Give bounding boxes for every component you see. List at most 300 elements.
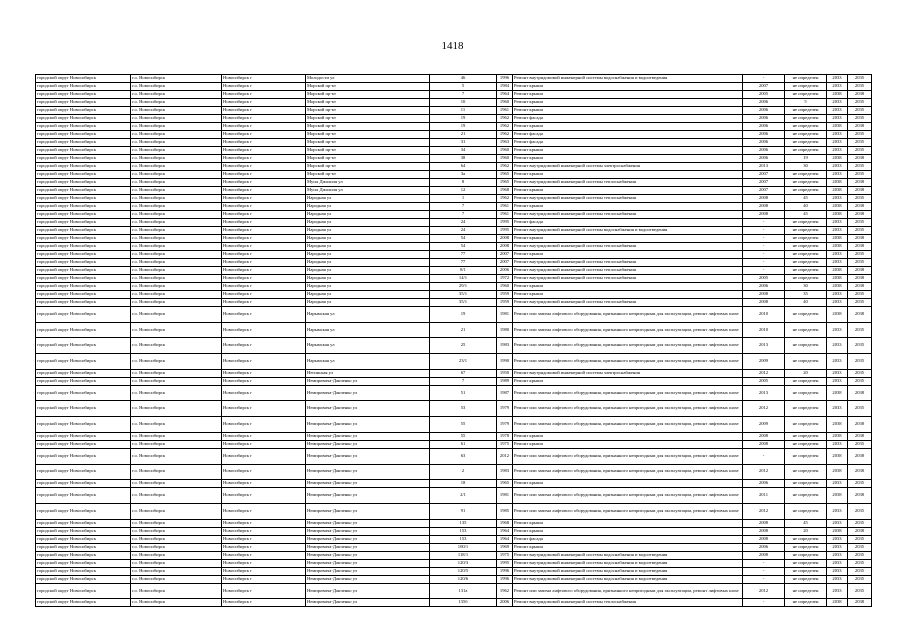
cell-locality: Новосибирск г <box>222 464 306 480</box>
cell-locality: Новосибирск г <box>222 432 306 440</box>
cell-district: городской округ Новосибирск <box>36 91 131 99</box>
cell-plan_to: 2038 <box>848 275 872 283</box>
cell-street: Немировича-Данченко ул <box>306 527 430 535</box>
cell-house: 153 <box>430 527 497 535</box>
cell-year: 1960 <box>497 147 513 155</box>
cell-work: Ремонт крыши <box>513 203 743 211</box>
table-row <box>36 519 872 527</box>
table-row <box>36 75 872 83</box>
cell-locality: Новосибирск г <box>222 369 306 377</box>
cell-plan_to: 2035 <box>848 401 872 417</box>
cell-plan_from: 2033 <box>827 107 848 115</box>
cell-year_to: не определен <box>785 219 827 227</box>
cell-year_from: - <box>743 575 785 583</box>
cell-work: Ремонт или замена лифтового оборудования, признанного непригодным для эксплуатации, ремонт лифтовых шахт <box>513 307 743 323</box>
cell-house: 7 <box>430 211 497 219</box>
cell-year_to: 20 <box>785 369 827 377</box>
cell-work: Ремонт внутридомовой инженерной системы электроснабжения <box>513 369 743 377</box>
table-row <box>36 307 872 323</box>
cell-street: Морской пр-кт <box>306 83 430 91</box>
cell-plan_from: 2038 <box>827 527 848 535</box>
cell-plan_from: 2033 <box>827 163 848 171</box>
cell-street: Народная ул <box>306 259 430 267</box>
table-row <box>36 251 872 259</box>
cell-year: 1985 <box>497 503 513 519</box>
cell-year_to: не определен <box>785 322 827 338</box>
cell-locality: Новосибирск г <box>222 91 306 99</box>
cell-year: 1995 <box>497 227 513 235</box>
cell-year: 1961 <box>497 107 513 115</box>
cell-settlement: г.о. Новосибирск <box>131 322 222 338</box>
cell-plan_from: 2038 <box>827 307 848 323</box>
cell-year_from: 2013 <box>743 338 785 354</box>
cell-work: Ремонт внутридомовой инженерной системы теплоснабжения <box>513 259 743 267</box>
cell-year: 2007 <box>497 251 513 259</box>
cell-work: Ремонт или замена лифтового оборудования, признанного непригодным для эксплуатации, ремонт лифтовых шахт <box>513 448 743 464</box>
cell-house: 35/1 <box>430 291 497 299</box>
table-row <box>36 567 872 575</box>
cell-year_to: не определен <box>785 567 827 575</box>
cell-locality: Новосибирск г <box>222 243 306 251</box>
cell-year_from: 2008 <box>743 440 785 448</box>
cell-district: городской округ Новосибирск <box>36 385 131 401</box>
cell-work: Ремонт крыши <box>513 519 743 527</box>
cell-year: 1965 <box>497 480 513 488</box>
cell-plan_to: 2035 <box>848 369 872 377</box>
cell-locality: Новосибирск г <box>222 283 306 291</box>
cell-plan_to: 2035 <box>848 139 872 147</box>
table-row <box>36 155 872 163</box>
cell-plan_to: 2035 <box>848 83 872 91</box>
cell-locality: Новосибирск г <box>222 488 306 504</box>
cell-year_from: 2006 <box>743 123 785 131</box>
cell-settlement: г.о. Новосибирск <box>131 179 222 187</box>
cell-year_to: не определен <box>785 83 827 91</box>
cell-house: 54 <box>430 235 497 243</box>
cell-year_to: не определен <box>785 559 827 567</box>
cell-year_from: 2010 <box>743 307 785 323</box>
cell-locality: Новосибирск г <box>222 139 306 147</box>
cell-locality: Новосибирск г <box>222 377 306 385</box>
cell-plan_from: 2033 <box>827 519 848 527</box>
cell-district: городской округ Новосибирск <box>36 283 131 291</box>
cell-plan_from: 2038 <box>827 187 848 195</box>
cell-year_from: 2006 <box>743 131 785 139</box>
cell-year_from: - <box>743 448 785 464</box>
cell-year: 1965 <box>497 179 513 187</box>
cell-district: городской округ Новосибирск <box>36 275 131 283</box>
cell-year: 1960 <box>497 99 513 107</box>
table-row <box>36 527 872 535</box>
cell-year_from: 2007 <box>743 187 785 195</box>
cell-year_to: не определен <box>785 551 827 559</box>
cell-settlement: г.о. Новосибирск <box>131 551 222 559</box>
cell-district: городской округ Новосибирск <box>36 251 131 259</box>
cell-locality: Новосибирск г <box>222 535 306 543</box>
cell-district: городской округ Новосибирск <box>36 559 131 567</box>
cell-plan_to: 2038 <box>848 464 872 480</box>
cell-settlement: г.о. Новосибирск <box>131 369 222 377</box>
cell-year_from: 2007 <box>743 179 785 187</box>
cell-plan_to: 2035 <box>848 299 872 307</box>
cell-year: 2008 <box>497 243 513 251</box>
cell-street: Немировича-Данченко ул <box>306 440 430 448</box>
cell-work: Ремонт или замена лифтового оборудования, признанного непригодным для эксплуатации, ремонт лифтовых шахт <box>513 338 743 354</box>
cell-plan_from: 2033 <box>827 567 848 575</box>
cell-street: Нарымская ул <box>306 322 430 338</box>
cell-year_to: не определен <box>785 599 827 607</box>
cell-house: 1 <box>430 195 497 203</box>
cell-locality: Новосибирск г <box>222 503 306 519</box>
cell-locality: Новосибирск г <box>222 599 306 607</box>
cell-year_to: не определен <box>785 259 827 267</box>
cell-district: городской округ Новосибирск <box>36 139 131 147</box>
cell-plan_to: 2038 <box>848 283 872 291</box>
table-row <box>36 91 872 99</box>
cell-district: городской округ Новосибирск <box>36 259 131 267</box>
cell-house: 135б <box>430 599 497 607</box>
cell-locality: Новосибирск г <box>222 338 306 354</box>
cell-work: Ремонт фасада <box>513 535 743 543</box>
cell-settlement: г.о. Новосибирск <box>131 527 222 535</box>
cell-settlement: г.о. Новосибирск <box>131 147 222 155</box>
cell-plan_to: 2035 <box>848 551 872 559</box>
cell-street: Морской пр-кт <box>306 171 430 179</box>
cell-settlement: г.о. Новосибирск <box>131 448 222 464</box>
cell-settlement: г.о. Новосибирск <box>131 401 222 417</box>
cell-locality: Новосибирск г <box>222 551 306 559</box>
cell-year_from: 2012 <box>743 401 785 417</box>
cell-street: Морской пр-кт <box>306 147 430 155</box>
cell-year_from: 2006 <box>743 155 785 163</box>
cell-year: 1979 <box>497 401 513 417</box>
cell-year: 1968 <box>497 187 513 195</box>
cell-street: Морской пр-кт <box>306 139 430 147</box>
cell-plan_from: 2033 <box>827 139 848 147</box>
cell-year_to: 45 <box>785 211 827 219</box>
table-row <box>36 488 872 504</box>
cell-work: Ремонт крыши <box>513 291 743 299</box>
table-row <box>36 338 872 354</box>
cell-street: Морской пр-кт <box>306 107 430 115</box>
cell-work: Ремонт или замена лифтового оборудования, признанного непригодным для эксплуатации, ремонт лифтовых шахт <box>513 583 743 599</box>
table-row <box>36 123 872 131</box>
cell-year: 1960 <box>497 155 513 163</box>
cell-locality: Новосибирск г <box>222 123 306 131</box>
cell-street: Немировича-Данченко ул <box>306 535 430 543</box>
cell-district: городской округ Новосибирск <box>36 527 131 535</box>
cell-year_from: - <box>743 267 785 275</box>
cell-work: Ремонт крыши <box>513 480 743 488</box>
cell-settlement: г.о. Новосибирск <box>131 535 222 543</box>
cell-work: Ремонт крыши <box>513 432 743 440</box>
cell-district: городской округ Новосибирск <box>36 567 131 575</box>
cell-settlement: г.о. Новосибирск <box>131 243 222 251</box>
cell-district: городской округ Новосибирск <box>36 432 131 440</box>
cell-plan_to: 2038 <box>848 203 872 211</box>
cell-work: Ремонт внутридомовой инженерной системы теплоснабжения <box>513 299 743 307</box>
cell-year_to: не определен <box>785 275 827 283</box>
cell-street: Немировича-Данченко ул <box>306 417 430 433</box>
cell-year_to: 5 <box>785 99 827 107</box>
cell-locality: Новосибирск г <box>222 385 306 401</box>
cell-year: 1984 <box>497 83 513 91</box>
cell-work: Ремонт крыши <box>513 187 743 195</box>
table-row <box>36 464 872 480</box>
cell-locality: Новосибирск г <box>222 307 306 323</box>
cell-settlement: г.о. Новосибирск <box>131 131 222 139</box>
cell-year: 1980 <box>497 322 513 338</box>
cell-street: Народная ул <box>306 283 430 291</box>
cell-street: Немировича-Данченко ул <box>306 385 430 401</box>
cell-house: 19 <box>430 123 497 131</box>
cell-year_from: - <box>743 567 785 575</box>
cell-settlement: г.о. Новосибирск <box>131 259 222 267</box>
cell-year: 1983 <box>497 464 513 480</box>
cell-plan_to: 2035 <box>848 543 872 551</box>
cell-year: 1962 <box>497 123 513 131</box>
cell-year_from: 2008 <box>743 527 785 535</box>
cell-settlement: г.о. Новосибирск <box>131 235 222 243</box>
cell-street: Немировича-Данченко ул <box>306 599 430 607</box>
cell-locality: Новосибирск г <box>222 203 306 211</box>
cell-plan_to: 2038 <box>848 527 872 535</box>
cell-year: 1996 <box>497 75 513 83</box>
cell-street: Морской пр-кт <box>306 99 430 107</box>
cell-plan_to: 2035 <box>848 338 872 354</box>
cell-settlement: г.о. Новосибирск <box>131 123 222 131</box>
cell-plan_from: 2033 <box>827 115 848 123</box>
cell-year_from: 2012 <box>743 503 785 519</box>
cell-house: 24 <box>430 219 497 227</box>
cell-year_to: не определен <box>785 107 827 115</box>
cell-year_from: 2008 <box>743 211 785 219</box>
cell-year_to: не определен <box>785 480 827 488</box>
cell-district: городской округ Новосибирск <box>36 291 131 299</box>
cell-work: Ремонт крыши <box>513 107 743 115</box>
cell-house: 21 <box>430 131 497 139</box>
cell-plan_to: 2035 <box>848 480 872 488</box>
cell-district: городской округ Новосибирск <box>36 267 131 275</box>
cell-locality: Новосибирск г <box>222 527 306 535</box>
cell-year: 1968 <box>497 519 513 527</box>
cell-locality: Новосибирск г <box>222 131 306 139</box>
cell-work: Ремонт крыши <box>513 83 743 91</box>
cell-district: городской округ Новосибирск <box>36 417 131 433</box>
cell-work: Ремонт крыши <box>513 440 743 448</box>
cell-locality: Новосибирск г <box>222 519 306 527</box>
cell-settlement: г.о. Новосибирск <box>131 559 222 567</box>
cell-plan_from: 2038 <box>827 464 848 480</box>
cell-plan_to: 2038 <box>848 599 872 607</box>
cell-year_from: - <box>743 227 785 235</box>
cell-year_from: 2011 <box>743 488 785 504</box>
cell-locality: Новосибирск г <box>222 219 306 227</box>
cell-year: 1964 <box>497 527 513 535</box>
cell-work: Ремонт внутридомовой инженерной системы водоснабжения и водоотведения <box>513 559 743 567</box>
cell-plan_to: 2038 <box>848 385 872 401</box>
cell-plan_to: 2038 <box>848 448 872 464</box>
cell-locality: Новосибирск г <box>222 75 306 83</box>
cell-year_to: не определен <box>785 131 827 139</box>
cell-settlement: г.о. Новосибирск <box>131 377 222 385</box>
cell-settlement: г.о. Новосибирск <box>131 503 222 519</box>
cell-year: 1975 <box>497 551 513 559</box>
cell-plan_to: 2038 <box>848 155 872 163</box>
table-row <box>36 163 872 171</box>
cell-settlement: г.о. Новосибирск <box>131 99 222 107</box>
cell-street: Немировича-Данченко ул <box>306 559 430 567</box>
cell-street: Немировича-Данченко ул <box>306 551 430 559</box>
cell-street: Мусы Джалиля ул <box>306 179 430 187</box>
cell-house: 5 <box>430 83 497 91</box>
cell-plan_from: 2033 <box>827 503 848 519</box>
cell-street: Народная ул <box>306 227 430 235</box>
cell-street: Народная ул <box>306 251 430 259</box>
cell-house: 53 <box>430 401 497 417</box>
cell-work: Ремонт внутридомовой инженерной системы водоснабжения и водоотведения <box>513 227 743 235</box>
cell-settlement: г.о. Новосибирск <box>131 251 222 259</box>
cell-plan_to: 2035 <box>848 519 872 527</box>
table-row <box>36 235 872 243</box>
cell-year: 1981 <box>497 488 513 504</box>
cell-settlement: г.о. Новосибирск <box>131 338 222 354</box>
table-row <box>36 535 872 543</box>
cell-house: 34 <box>430 147 497 155</box>
cell-locality: Новосибирск г <box>222 179 306 187</box>
cell-house: 54 <box>430 243 497 251</box>
cell-street: Народная ул <box>306 299 430 307</box>
cell-plan_to: 2038 <box>848 211 872 219</box>
table-row <box>36 283 872 291</box>
cell-plan_to: 2038 <box>848 235 872 243</box>
cell-plan_from: 2033 <box>827 480 848 488</box>
cell-house: 120/3 <box>430 559 497 567</box>
table-row <box>36 219 872 227</box>
cell-locality: Новосибирск г <box>222 583 306 599</box>
cell-district: городской округ Новосибирск <box>36 551 131 559</box>
cell-locality: Новосибирск г <box>222 559 306 567</box>
cell-district: городской округ Новосибирск <box>36 195 131 203</box>
cell-work: Ремонт крыши <box>513 155 743 163</box>
cell-plan_from: 2033 <box>827 131 848 139</box>
table-row <box>36 385 872 401</box>
cell-settlement: г.о. Новосибирск <box>131 211 222 219</box>
cell-work: Ремонт или замена лифтового оборудования, признанного непригодным для эксплуатации, ремонт лифтовых шахт <box>513 488 743 504</box>
cell-settlement: г.о. Новосибирск <box>131 283 222 291</box>
cell-plan_from: 2033 <box>827 338 848 354</box>
cell-plan_from: 2038 <box>827 235 848 243</box>
cell-plan_to: 2038 <box>848 417 872 433</box>
cell-year_to: не определен <box>785 251 827 259</box>
cell-year_from: 2006 <box>743 139 785 147</box>
cell-year_to: 40 <box>785 203 827 211</box>
cell-year: 1950 <box>497 369 513 377</box>
cell-street: Немировича-Данченко ул <box>306 543 430 551</box>
cell-year_to: не определен <box>785 123 827 131</box>
cell-work: Ремонт фасада <box>513 131 743 139</box>
cell-year_to: не определен <box>785 115 827 123</box>
cell-year_from: - <box>743 219 785 227</box>
cell-house: 2 <box>430 464 497 480</box>
cell-year: 1995 <box>497 559 513 567</box>
cell-settlement: г.о. Новосибирск <box>131 195 222 203</box>
cell-year_to: 30 <box>785 163 827 171</box>
cell-locality: Новосибирск г <box>222 448 306 464</box>
table-row <box>36 131 872 139</box>
cell-year_to: не определен <box>785 171 827 179</box>
cell-year_to: не определен <box>785 91 827 99</box>
cell-locality: Новосибирск г <box>222 567 306 575</box>
cell-year: 1972 <box>497 275 513 283</box>
cell-settlement: г.о. Новосибирск <box>131 440 222 448</box>
cell-year_to: 40 <box>785 299 827 307</box>
cell-plan_to: 2035 <box>848 559 872 567</box>
cell-district: городской округ Новосибирск <box>36 99 131 107</box>
cell-settlement: г.о. Новосибирск <box>131 519 222 527</box>
cell-plan_from: 2038 <box>827 243 848 251</box>
cell-plan_to: 2038 <box>848 267 872 275</box>
cell-locality: Новосибирск г <box>222 195 306 203</box>
cell-district: городской округ Новосибирск <box>36 322 131 338</box>
cell-house: 7 <box>430 377 497 385</box>
cell-street: Немировича-Данченко ул <box>306 464 430 480</box>
cell-plan_to: 2035 <box>848 219 872 227</box>
cell-year_to: не определен <box>785 448 827 464</box>
cell-work: Ремонт крыши <box>513 91 743 99</box>
cell-year: 1962 <box>497 131 513 139</box>
cell-plan_to: 2038 <box>848 179 872 187</box>
cell-work: Ремонт внутридомовой инженерной системы теплоснабжения <box>513 179 743 187</box>
cell-house: 61 <box>430 440 497 448</box>
cell-plan_from: 2038 <box>827 599 848 607</box>
cell-year_from: - <box>743 75 785 83</box>
cell-plan_to: 2035 <box>848 163 872 171</box>
cell-locality: Новосибирск г <box>222 401 306 417</box>
table-row <box>36 599 872 607</box>
table-row <box>36 83 872 91</box>
cell-district: городской округ Новосибирск <box>36 488 131 504</box>
cell-year: 1961 <box>497 211 513 219</box>
cell-settlement: г.о. Новосибирск <box>131 543 222 551</box>
cell-year_from: 2008 <box>743 203 785 211</box>
table-row <box>36 354 872 370</box>
cell-district: городской округ Новосибирск <box>36 503 131 519</box>
cell-plan_to: 2038 <box>848 307 872 323</box>
cell-district: городской округ Новосибирск <box>36 440 131 448</box>
cell-work: Ремонт или замена лифтового оборудования, признанного непригодным для эксплуатации, ремонт лифтовых шахт <box>513 464 743 480</box>
cell-district: городской округ Новосибирск <box>36 599 131 607</box>
cell-locality: Новосибирск г <box>222 417 306 433</box>
cell-year_to: не определен <box>785 179 827 187</box>
cell-street: Нарымская ул <box>306 338 430 354</box>
cell-plan_from: 2038 <box>827 283 848 291</box>
cell-year_from: 2013 <box>743 163 785 171</box>
table-row <box>36 575 872 583</box>
cell-plan_from: 2033 <box>827 259 848 267</box>
cell-year_to: 20 <box>785 527 827 535</box>
cell-plan_from: 2038 <box>827 211 848 219</box>
cell-plan_to: 2035 <box>848 115 872 123</box>
cell-plan_from: 2038 <box>827 488 848 504</box>
cell-settlement: г.о. Новосибирск <box>131 219 222 227</box>
cell-locality: Новосибирск г <box>222 107 306 115</box>
cell-district: городской округ Новосибирск <box>36 123 131 131</box>
cell-year: 1983 <box>497 338 513 354</box>
cell-district: городской округ Новосибирск <box>36 203 131 211</box>
cell-house: 118/1 <box>430 551 497 559</box>
cell-district: городской округ Новосибирск <box>36 519 131 527</box>
